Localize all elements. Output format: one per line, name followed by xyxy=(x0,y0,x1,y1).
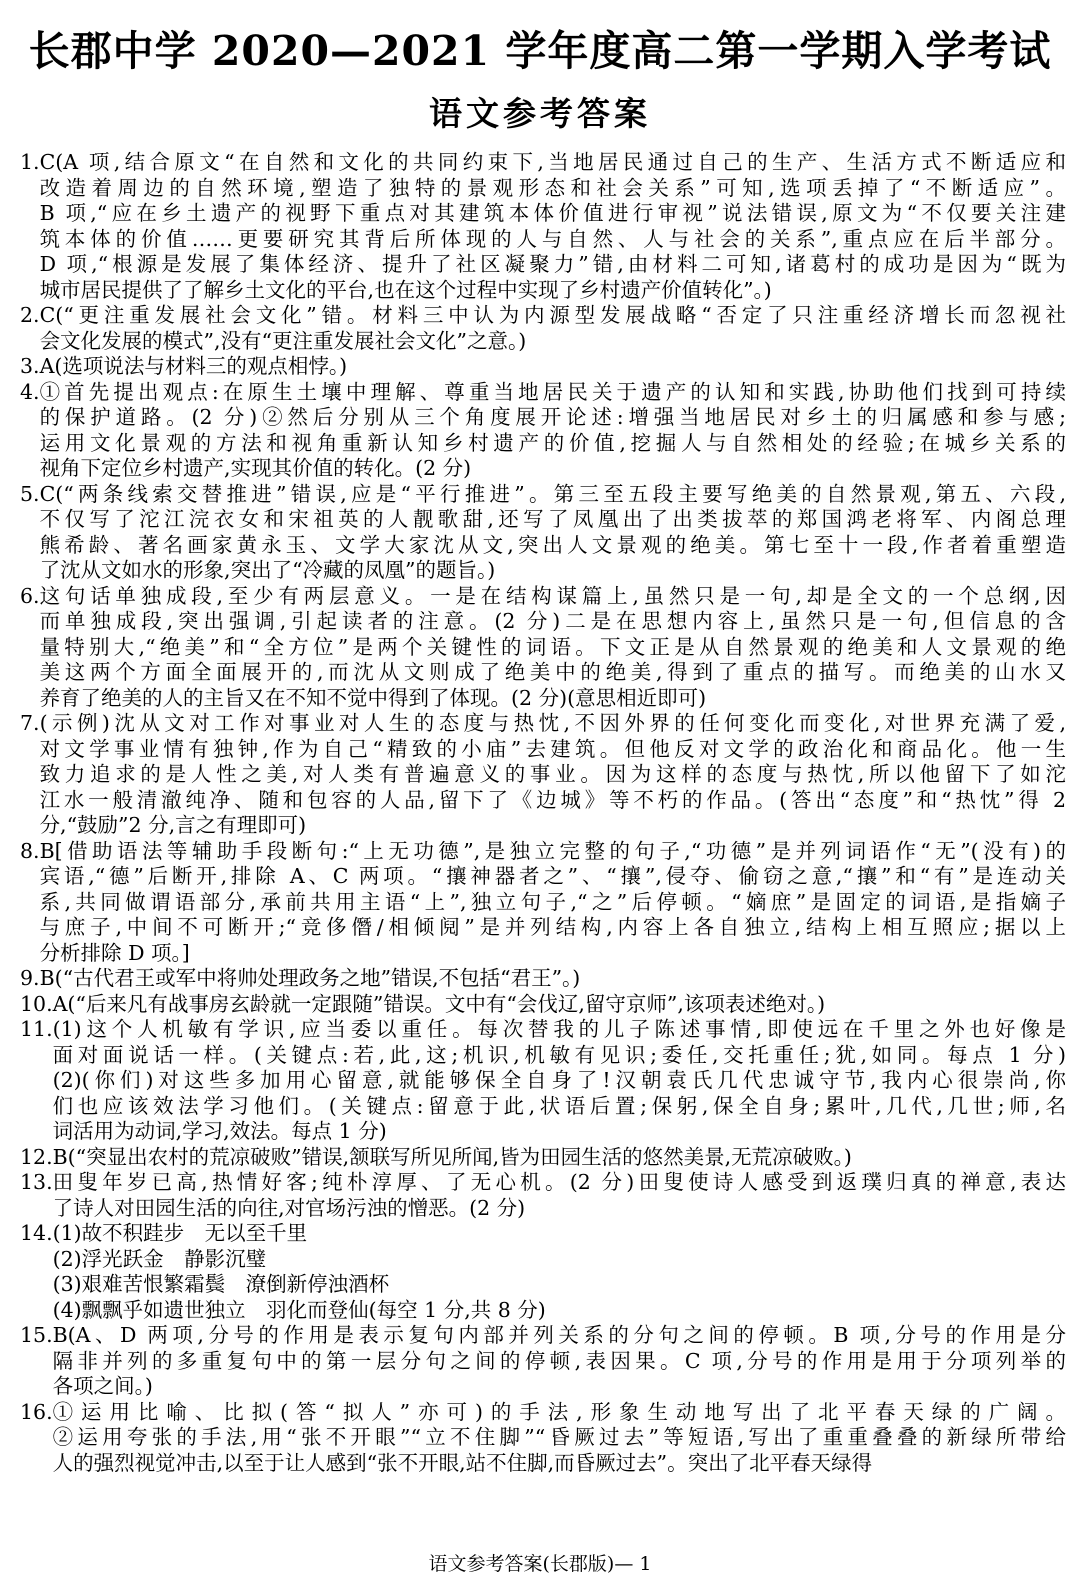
answer-text xyxy=(53,1323,1066,1400)
answer-text xyxy=(53,992,1066,1018)
answer-line: 分析排除 D 项。] xyxy=(39,940,190,965)
answer-line: 们也应该效法学习他们。(关键点:留意于此,状语后置;保躬,保全自身;累叶,几代,几世;师,名 xyxy=(52,1093,1066,1118)
answer-item xyxy=(20,1170,1066,1221)
answer-item xyxy=(20,839,1066,967)
answer-line: 隔非并列的多重复句中的第一层分句之间的停顿,表因果。C 项,分号的作用是用于分项列举的 xyxy=(52,1348,1066,1373)
answer-line: 了沈从文如水的形象,突出了“冷藏的凤凰”的题旨。) xyxy=(39,558,496,582)
answer-number: 14. xyxy=(20,1221,53,1245)
answer-line: D 项,“根源是发展了集体经济、提升了社区凝聚力”错,由材料二可知,诸葛村的成功是因为“既为 xyxy=(39,252,1066,276)
answer-number: 6. xyxy=(20,583,40,608)
answer-number: 13. xyxy=(20,1170,53,1194)
document-title: 长郡中学 2020—2021 学年度高二第一学期入学考试 xyxy=(28,27,1052,75)
answer-number: 2. xyxy=(20,303,40,327)
answer-text xyxy=(40,711,1066,839)
answer-number: 16. xyxy=(20,1399,53,1424)
answer-line: C(“两条线索交替推进”错误,应是“平行推进”。第三至五段主要写绝美的自然景观,第五、六段, xyxy=(39,481,1066,506)
answer-text xyxy=(53,1017,1066,1145)
answer-number: 1. xyxy=(20,150,40,174)
answer-line: 运用文化景观的方法和视角重新认知乡村遗产的价值,挖掘人与自然相处的经验;在城乡关系的 xyxy=(39,430,1066,455)
answer-line: 江水一般清澈纯净、随和包容的人品,留下了《边城》等不朽的作品。(答出“态度”和“热忱”得 2 xyxy=(39,787,1066,812)
answer-subline: (3)艰难苦恨繁霜鬓 潦倒新停浊酒杯 xyxy=(52,1272,390,1296)
answer-number: 8. xyxy=(20,838,40,863)
answer-line: B(“古代君王或军中将帅处理政务之地”错误,不包括“君王”。) xyxy=(39,966,581,990)
answer-text xyxy=(53,1400,1066,1477)
answer-text xyxy=(40,354,1066,380)
page-footer: 语文参考答案(长郡版)— 1 xyxy=(428,1553,652,1575)
answer-item xyxy=(20,1400,1066,1477)
answer-line: 不仅写了沱江浣衣女和宋祖英的人靓歌甜,还写了凤凰出了出类拔萃的郑国鸿老将军、内阁总理 xyxy=(39,507,1066,531)
answer-line: C(“更注重发展社会文化”错。材料三中认为内源型发展战略“否定了只注重经济增长而忽视社 xyxy=(39,303,1066,327)
answer-item xyxy=(20,380,1066,482)
answer-item xyxy=(20,992,1066,1018)
answer-line: 各项之间。) xyxy=(52,1374,153,1398)
answer-line: 田叟年岁已高,热情好客;纯朴淳厚、了无心机。(2 分)田叟使诗人感受到返璞归真的禅意,表达 xyxy=(52,1170,1066,1194)
answer-text xyxy=(40,380,1066,482)
answer-line: 筑本体的价值……更要研究其背后所体现的人与自然、人与社会的关系”,重点应在后半部分。 xyxy=(39,226,1066,251)
answer-text xyxy=(40,966,1066,992)
answer-item xyxy=(20,1145,1066,1171)
answer-number: 11. xyxy=(20,1017,53,1041)
answer-line: 了诗人对田园生活的向往,对官场污浊的憎恶。(2 分) xyxy=(52,1195,526,1220)
answer-line: 词活用为动词,学习,效法。每点 1 分) xyxy=(52,1119,387,1143)
answer-line: 而单独成段,突出强调,引起读者的注意。(2 分)二是在思想内容上,虽然只是一句,但信息的含 xyxy=(39,609,1066,633)
answer-line: (1)这个人机敏有学识,应当委以重任。每次替我的儿子陈述事情,即使远在千里之外也好像是 xyxy=(52,1017,1066,1041)
answer-item xyxy=(20,966,1066,992)
answer-text xyxy=(40,584,1066,712)
answer-line: (示例)沈从文对工作对事业对人生的态度与热忱,不因外界的任何变化而变化,对世界充满了爱, xyxy=(39,711,1066,735)
answer-number: 15. xyxy=(20,1323,53,1347)
answer-line: 养育了绝美的人的主旨又在不知不觉中得到了体现。(2 分)(意思相近即可) xyxy=(39,685,707,710)
answer-item xyxy=(20,354,1066,380)
document-subtitle: 语文参考答案 xyxy=(429,94,651,133)
answer-line: 量特别大,“绝美”和“全方位”是两个关键性的词语。下文正是从自然景观的绝美和人文景观的绝 xyxy=(39,634,1066,659)
answer-text xyxy=(40,150,1066,303)
answer-line: 系,共同做谓语部分,承前共用主语“上”,独立句子,“之”后停顿。“嫡庶”是固定的词语,是指嫡子 xyxy=(39,889,1066,914)
answer-item xyxy=(20,150,1066,303)
answer-number: 7. xyxy=(20,711,40,735)
answer-text xyxy=(53,1221,1066,1323)
answer-line: 人的强烈视觉冲击,以至于让人感到“张不开眼,站不住脚,而昏厥过去”。突出了北平春天绿得 xyxy=(52,1450,873,1475)
answer-line: 的保护道路。(2 分)②然后分别从三个角度展开论述:增强当地居民对乡土的归属感和参与感; xyxy=(39,405,1066,429)
answer-item xyxy=(20,711,1066,839)
answer-number: 3. xyxy=(20,354,40,378)
answer-line: 城市居民提供了了解乡土文化的平台,也在这个过程中实现了乡村遗产价值转化”。) xyxy=(39,277,772,302)
answer-line: 改造着周边的自然环境,塑造了独特的景观形态和社会关系”可知,选项丢掉了“不断适应”。 xyxy=(39,175,1066,200)
answer-line: ①首先提出观点:在原生土壤中理解、尊重当地居民关于遗产的认知和实践,协助他们找到可持续 xyxy=(39,379,1066,404)
answer-item xyxy=(20,303,1066,354)
answer-number: 5. xyxy=(20,481,40,506)
answer-number: 9. xyxy=(20,966,40,990)
answer-number: 4. xyxy=(20,379,40,404)
answer-item xyxy=(20,584,1066,712)
answer-line: B(“突显出农村的荒凉破败”错误,颔联写所见所闻,皆为田园生活的悠然美景,无荒凉破败。) xyxy=(52,1144,852,1169)
answer-line: 会文化发展的模式”,没有“更注重发展社会文化”之意。) xyxy=(39,328,527,353)
answer-line: 宾语,“德”后断开,排除 A、C 两项。“攘神器者之”、“攘”,侵夺、偷窃之意,“攘”和“有”是连动关 xyxy=(39,864,1066,888)
answer-line: 对文学事业情有独钟,作为自己“精致的小庙”去建筑。但他反对文学的政治化和商品化。他一生 xyxy=(39,736,1066,761)
answer-list xyxy=(20,150,1066,1476)
answer-subline: (2)浮光跃金 静影沉璧 xyxy=(52,1246,267,1271)
answer-item xyxy=(20,1323,1066,1400)
answer-line: 面对面说话一样。(关键点:若,此,这;机识,机敏有见识;委任,交托重任;犹,如同。每点 1 分) xyxy=(52,1042,1066,1067)
answer-line: 与庶子,中间不可断开;“竞侈僭/相倾阋”是并列结构,内容上各自独立,结构上相互照应;据以上 xyxy=(39,915,1066,939)
answer-line: ②运用夸张的手法,用“张不开眼”“立不住脚”“昏厥过去”等短语,写出了重重叠叠的新绿所带给 xyxy=(52,1425,1066,1449)
answer-text xyxy=(40,482,1066,584)
answer-line: C(A 项,结合原文“在自然和文化的共同约束下,当地居民通过自己的生产、生活方式不断适应和 xyxy=(39,150,1066,174)
answer-line: 熊希龄、著名画家黄永玉、文学大家沈从文,突出人文景观的绝美。第七至十一段,作者着重塑造 xyxy=(39,532,1066,557)
answer-text xyxy=(53,1170,1066,1221)
answer-line: B(A、D 两项,分号的作用是表示复句内部并列关系的分句之间的停顿。B 项,分号的作用是分 xyxy=(52,1323,1066,1347)
answer-line: B 项,“应在乡土遗产的视野下重点对其建筑本体价值进行审视”说法错误,原文为“不仅要关注建 xyxy=(39,201,1066,225)
answer-item xyxy=(20,1017,1066,1145)
answer-text xyxy=(40,839,1066,967)
answer-line: (2)(你们)对这些多加用心留意,就能够保全自身了!汉朝袁氏几代忠诚守节,我内心很崇尚,你 xyxy=(52,1068,1066,1092)
answer-item xyxy=(20,482,1066,584)
answer-line: ①运用比喻、比拟(答“拟人”亦可)的手法,形象生动地写出了北平春天绿的广阔。 xyxy=(52,1399,1066,1424)
answer-line: A(选项说法与材料三的观点相悖。) xyxy=(39,354,348,378)
answer-number: 10. xyxy=(20,991,53,1016)
answer-item xyxy=(20,1221,1066,1323)
answer-text xyxy=(40,303,1066,354)
answer-line: 致力追求的是人性之美,对人类有普遍意义的事业。因为这样的态度与热忱,所以他留下了如沱 xyxy=(39,762,1066,786)
answer-subline: (1)故不积跬步 无以至千里 xyxy=(52,1221,308,1245)
answer-line: 这句话单独成段,至少有两层意义。一是在结构谋篇上,虽然只是一句,却是全文的一个总纲,因 xyxy=(39,583,1066,608)
answer-subline: (4)飘飘乎如遗世独立 羽化而登仙(每空 1 分,共 8 分) xyxy=(52,1297,546,1322)
answer-line: 视角下定位乡村遗产,实现其价值的转化。(2 分) xyxy=(39,456,472,480)
answer-line: 美这两个方面全面展开的,而沈从文则成了绝美中的绝美,得到了重点的描写。而绝美的山水又 xyxy=(39,660,1066,684)
answer-line: 分,“鼓励”2 分,言之有理即可) xyxy=(39,813,307,837)
answer-line: B[借助语法等辅助手段断句:“上无功德”,是独立完整的句子,“功德”是并列词语作“无”(没有)的 xyxy=(39,838,1066,863)
answer-number: 12. xyxy=(20,1144,53,1169)
answer-text xyxy=(53,1145,1066,1171)
answer-line: A(“后来凡有战事房玄龄就一定跟随”错误。文中有“会伐辽,留守京师”,该项表述绝对。) xyxy=(52,991,826,1016)
